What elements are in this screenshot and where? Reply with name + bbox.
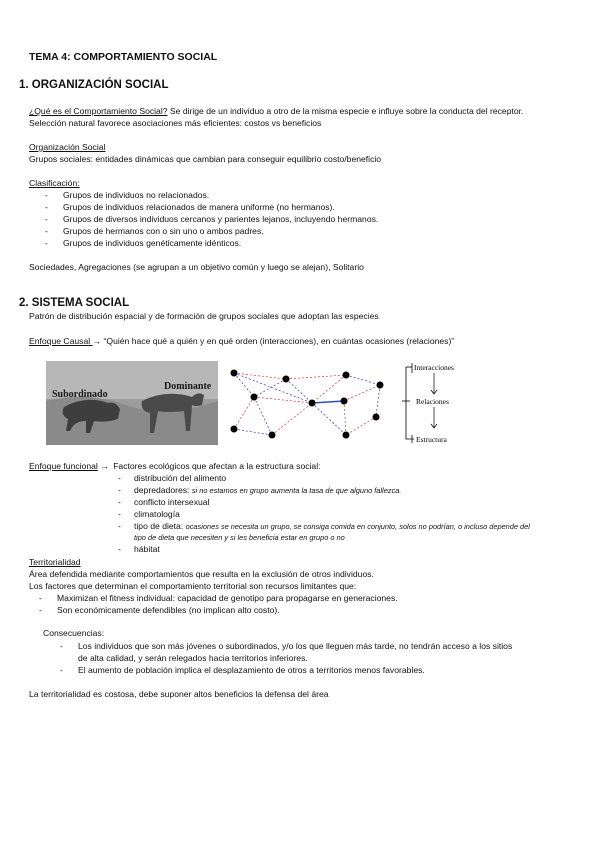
list-item: - conflicto intersexual: [118, 497, 210, 507]
list-item: - Son económicamente defendibles (no implican alto costo).: [39, 605, 280, 615]
list-item: - El aumento de población implica el desplazamiento de otros a territorios menos favorables.: [60, 665, 425, 675]
section-2-heading: 2. SISTEMA SOCIAL: [19, 297, 130, 309]
causal-line: [29, 336, 454, 348]
question-text: ¿Qué es el Comportamiento Social?: [29, 106, 168, 116]
question-answer: Se dirige de un individuo a otro de la misma especie e influye sobre la conducta del receptor.: [167, 106, 524, 116]
org-text: Grupos sociales: entidades dinámicas que cambian para conseguir equilibrio costo/beneficio: [29, 154, 382, 164]
network-diagram: [226, 363, 392, 445]
list-item: - Maximizan el fitness individual: capacidad de genotipo para propagarse en generaciones.: [39, 593, 398, 603]
arrow-icon: →: [92, 336, 102, 346]
territory-def: Área defendida mediante comportamientos que resulta en la exclusión de otros individuos.: [29, 569, 374, 579]
list-item: - Grupos de hermanos con o sin uno o ambos padres.: [45, 226, 264, 236]
functional-label: Enfoque funcional: [29, 461, 98, 471]
causal-label: Enfoque Causal: [29, 336, 93, 346]
list-item: - distribución del alimento: [118, 473, 227, 483]
list-item: - Grupos de individuos no relacionados.: [45, 190, 210, 200]
animal-photo: [46, 361, 218, 445]
hierarchy-label-interactions: Interacciones: [414, 363, 454, 372]
hierarchy-label-structure: Estructura: [416, 435, 447, 444]
page-title: TEMA 4: COMPORTAMIENTO SOCIAL: [29, 51, 218, 63]
hierarchy-label-relations: Relaciones: [416, 397, 449, 406]
societies-text: Sociedades, Agregaciones (se agrupan a un objetivo común y luego se alejan), Solitario: [29, 262, 364, 272]
list-item: - Grupos de individuos relacionados de manera uniforme (no hermanos).: [45, 202, 335, 212]
list-item: - hábitat: [118, 544, 160, 554]
photo-label-right: Dominante: [164, 381, 212, 392]
territory-label: Territorialidad: [29, 557, 81, 567]
org-label: Organización Social: [29, 142, 106, 152]
functional-line: [29, 461, 321, 473]
causal-text: “Quién hace qué a quién y en qué orden (interacciones), en cuántas ocasiones (relaciones)”: [101, 336, 455, 346]
list-item: - Los individuos que son más jóvenes o subordinados, y/o los que lleguen más tarde, no tendrán acceso a los sitios: [60, 641, 513, 651]
arrow-icon: →: [100, 461, 109, 471]
photo-label-left: Subordinado: [52, 389, 108, 400]
functional-text: Factores ecológicos que afectan a la estructura social:: [113, 461, 321, 471]
list-item-continuation: de alta calidad, y serán relegados hacia territorios inferiores.: [78, 653, 308, 663]
question-line: [29, 106, 523, 118]
list-item-continuation: tipo de dieta que necesiten y si les beneficia estar en grupo o no: [134, 533, 345, 542]
list-item: - tipo de dieta: ocasiones se necesita un grupo, se consiga comida en conjunto, solos no podrían, o incluso depende del: [118, 521, 530, 531]
territory-factors: Los factores que determinan el comportamiento territorial son recursos limitantes que:: [29, 581, 357, 591]
class-label: Clasificación:: [29, 178, 80, 188]
selection-text: Selección natural favorece asociaciones más eficientes: costos vs beneficios: [29, 118, 322, 128]
list-item: - Grupos de diversos individuos cercanos y parientes lejanos, incluyendo hermanos.: [45, 214, 379, 224]
section-1-heading: 1. ORGANIZACIÓN SOCIAL: [19, 79, 169, 91]
hierarchy-diagram: [398, 361, 476, 445]
list-item: - climatología: [118, 509, 180, 519]
closing-text: La territorialidad es costosa, debe suponer altos beneficios la defensa del área: [29, 689, 329, 699]
list-item: - depredadores: si no estamos en grupo aumenta la tasa de que alguno fallezca.: [118, 485, 402, 495]
consequences-label: Consecuencias:: [43, 628, 105, 638]
section-2-intro: Patrón de distribución espacial y de formación de grupos sociales que adoptan las especies: [29, 311, 379, 321]
list-item: - Grupos de individuos genéticamente idénticos.: [45, 238, 242, 248]
